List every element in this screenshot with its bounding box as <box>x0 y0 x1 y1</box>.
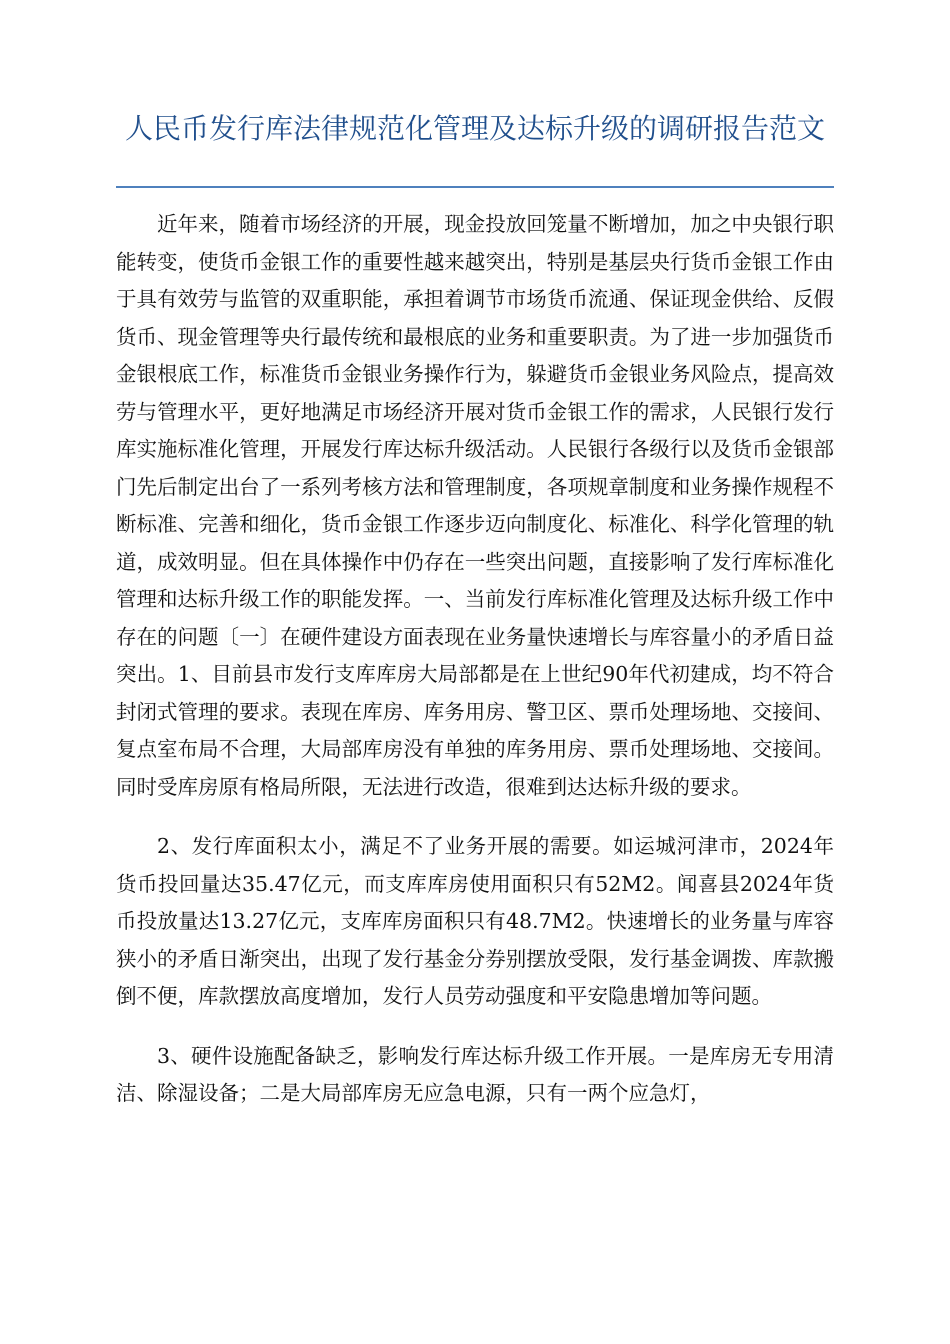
document-title: 人民币发行库法律规范化管理及达标升级的调研报告范文 <box>124 112 825 145</box>
paragraph-1: 近年来，随着市场经济的开展，现金投放回笼量不断增加，加之中央银行职能转变，使货币金银工作的重要性越来越突出，特别是基层央行货币金银工作由于具有效劳与监管的双重职能，承担着调节市场货币流通、保证现金供给、反假货币、现金管理等央行最传统和最根底的业务和重要职责。为了进一步加强货币金银根底工作，标准货币金银业务操作行为，躲避货币金银业务风险点，提高效劳与管理水平，更好地满足市场经济开展对货币金银工作的需求，人民银行发行库实施标准化管理，开展发行库达标升级活动。人民银行各级行以及货币金银部门先后制定出台了一系列考核方法和管理制度，各项规章制度和业务操作规程不断标准、完善和细化，货币金银工作逐步迈向制度化、标准化、科学化管理的轨道，成效明显。但在具体操作中仍存在一些突出问题，直接影响了发行库标准化管理和达标升级工作的职能发挥。一、当前发行库标准化管理及达标升级工作中存在的问题〔一〕在硬件建设方面表现在业务量快速增长与库容量小的矛盾日益突出。1、目前县市发行支库库房大局部都是在上世纪90年代初建成，均不符合封闭式管理的要求。表现在库房、库务用房、警卫区、票币处理场地、交接间、复点室布局不合理，大局部库房没有单独的库务用房、票币处理场地、交接间。同时受库房原有格局所限，无法进行改造，很难到达达标升级的要求。 <box>116 212 834 799</box>
title-block <box>116 110 834 148</box>
title-underline <box>116 186 834 188</box>
paragraph-3: 3、硬件设施配备缺乏，影响发行库达标升级工作开展。一是库房无专用清洁、除湿设备；二是大局部库房无应急电源，只有一两个应急灯， <box>116 1043 834 1105</box>
paragraph-2: 2、发行库面积太小，满足不了业务开展的需要。如运城河津市，2024年货币投回量达35.47亿元，而支库库房使用面积只有52M2。闻喜县2024年货币投放量达13.27亿元，支库库房面积只有48.7M2。快速增长的业务量与库容狭小的矛盾日渐突出，出现了发行基金分券别摆放受限，发行基金调拨、库款搬倒不便，库款摆放高度增加，发行人员劳动强度和平安隐患增加等问题。 <box>116 834 834 1008</box>
document-body <box>116 206 834 1135</box>
